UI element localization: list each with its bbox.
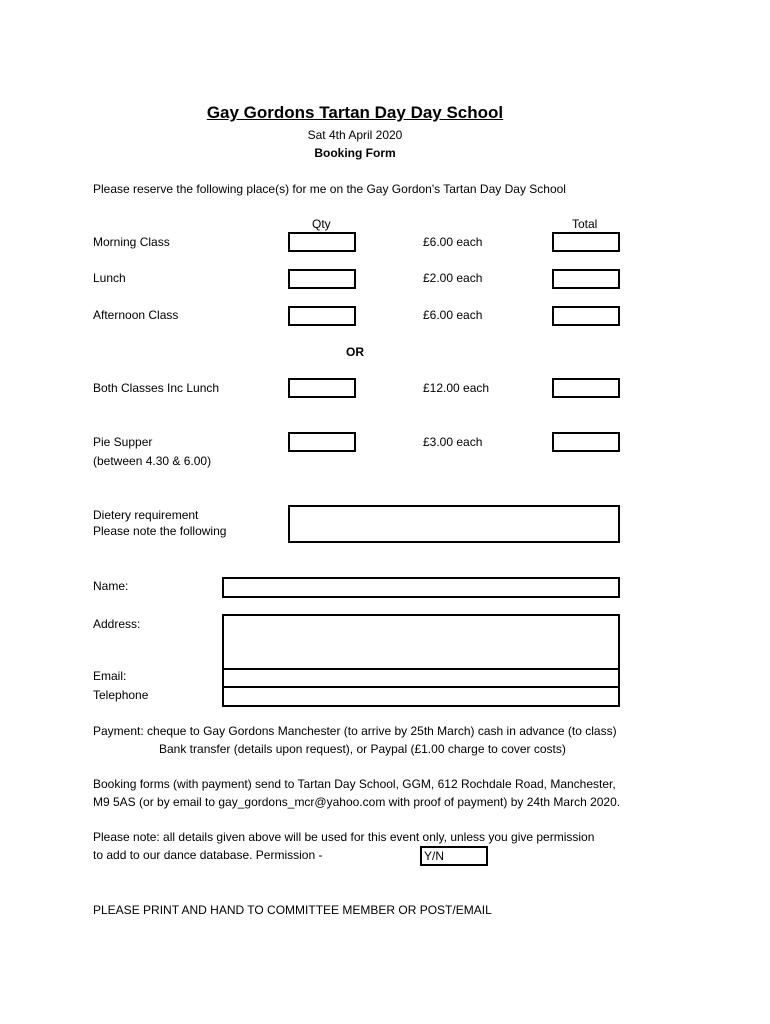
both-classes-qty-field[interactable] bbox=[288, 378, 356, 398]
both-classes-total-field[interactable] bbox=[552, 378, 620, 398]
item-price-both-classes: £12.00 each bbox=[423, 381, 490, 395]
send-address-text: Booking forms (with payment) send to Tartan Day School, GGM, 612 Rochdale Road, Manchester, bbox=[93, 777, 616, 791]
pie-supper-qty-field[interactable] bbox=[288, 432, 356, 452]
total-column-header: Total bbox=[572, 217, 598, 231]
item-sublabel-pie-supper: (between 4.30 & 6.00) bbox=[93, 454, 212, 468]
pie-supper-total-field[interactable] bbox=[552, 432, 620, 452]
dietary-label: Dietery requirement bbox=[93, 508, 199, 522]
name-field[interactable] bbox=[222, 577, 620, 598]
qty-column-header: Qty bbox=[312, 217, 331, 231]
dietary-note-label: Please note the following bbox=[93, 524, 227, 538]
item-price-morning-class: £6.00 each bbox=[423, 235, 483, 249]
payment-text: Payment: cheque to Gay Gordons Manchester (to arrive by 25th March) cash in advance (to class) bbox=[93, 724, 617, 738]
footer-instruction: PLEASE PRINT AND HAND TO COMMITTEE MEMBER OR POST/EMAIL bbox=[93, 903, 492, 917]
morning-class-qty-field[interactable] bbox=[288, 232, 356, 252]
page-title: Gay Gordons Tartan Day Day School bbox=[206, 103, 504, 122]
send-deadline-text: M9 5AS (or by email to gay_gordons_mcr@yahoo.com with proof of payment) by 24th March 2020. bbox=[93, 795, 621, 809]
privacy-note-text: Please note: all details given above will be used for this event only, unless you give permission bbox=[93, 830, 595, 844]
telephone-label: Telephone bbox=[93, 688, 149, 702]
permission-value: Y/N bbox=[424, 849, 445, 863]
afternoon-class-total-field[interactable] bbox=[552, 306, 620, 326]
payment-options-text: Bank transfer (details upon request), or Paypal (£1.00 charge to cover costs) bbox=[159, 742, 566, 756]
item-label-morning-class: Morning Class bbox=[93, 235, 170, 249]
lunch-total-field[interactable] bbox=[552, 269, 620, 289]
or-separator: OR bbox=[346, 345, 364, 359]
item-label-pie-supper: Pie Supper bbox=[93, 435, 153, 449]
telephone-field[interactable] bbox=[222, 686, 620, 707]
item-label-both-classes: Both Classes Inc Lunch bbox=[93, 381, 220, 395]
event-date: Sat 4th April 2020 bbox=[307, 128, 403, 142]
afternoon-class-qty-field[interactable] bbox=[288, 306, 356, 326]
address-label: Address: bbox=[93, 617, 141, 631]
name-label: Name: bbox=[93, 579, 129, 593]
item-label-afternoon-class: Afternoon Class bbox=[93, 308, 179, 322]
item-price-pie-supper: £3.00 each bbox=[423, 435, 483, 449]
email-label: Email: bbox=[93, 669, 127, 683]
permission-field[interactable] bbox=[420, 846, 488, 866]
dietary-requirement-field[interactable] bbox=[288, 505, 620, 543]
permission-label: to add to our dance database. Permission - bbox=[93, 848, 323, 862]
form-subtitle: Booking Form bbox=[314, 146, 396, 160]
address-field[interactable] bbox=[222, 614, 620, 670]
email-field[interactable] bbox=[222, 668, 620, 688]
item-label-lunch: Lunch bbox=[93, 271, 126, 285]
lunch-qty-field[interactable] bbox=[288, 269, 356, 289]
intro-text: Please reserve the following place(s) for me on the Gay Gordon's Tartan Day Day School bbox=[93, 182, 566, 196]
morning-class-total-field[interactable] bbox=[552, 232, 620, 252]
item-price-afternoon-class: £6.00 each bbox=[423, 308, 483, 322]
item-price-lunch: £2.00 each bbox=[423, 271, 483, 285]
